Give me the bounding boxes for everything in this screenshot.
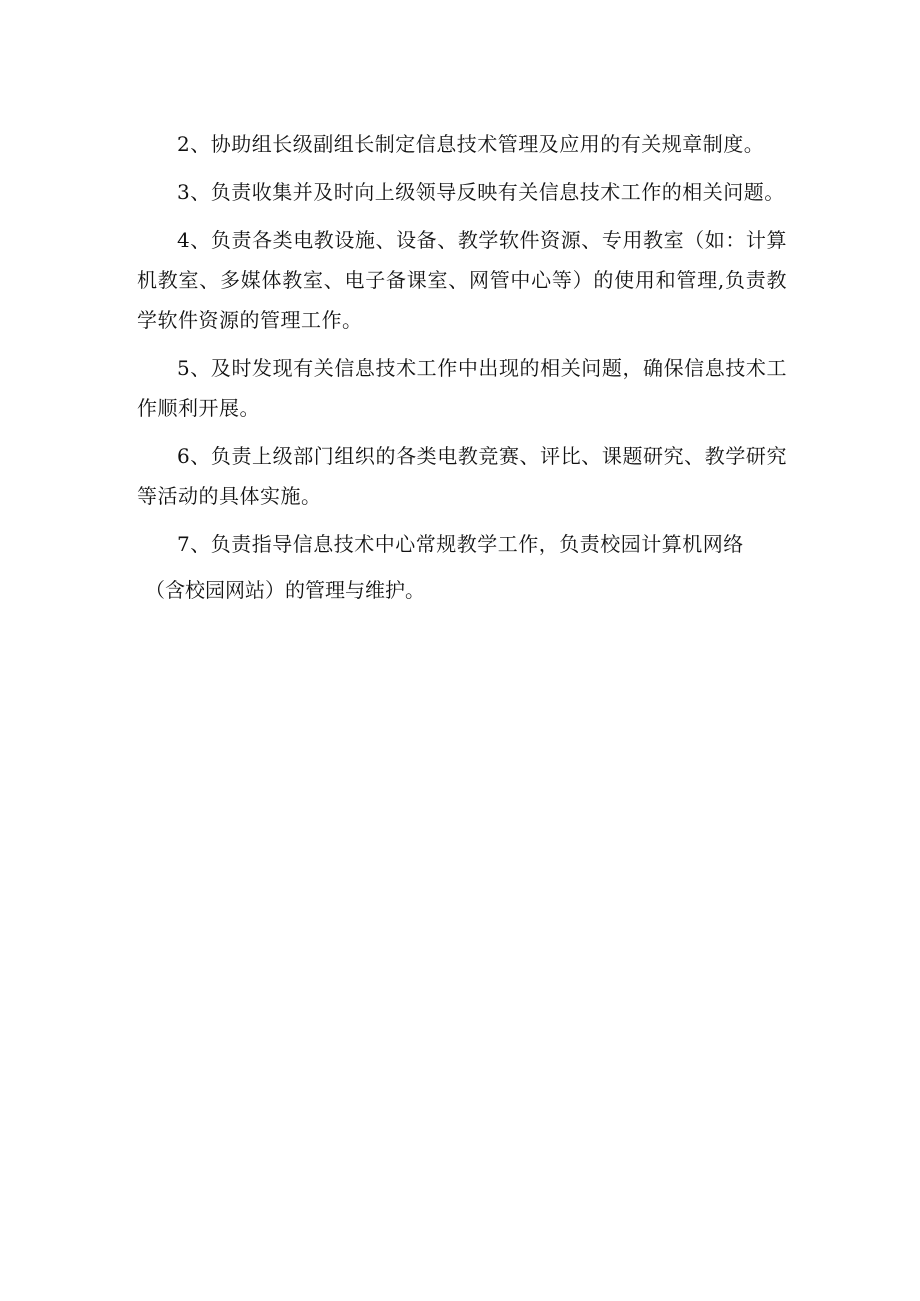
paragraph-item-5: 5、及时发现有关信息技术工作中出现的相关问题，确保信息技术工作顺利开展。	[137, 356, 787, 420]
paragraph-item-4: 4、负责各类电教设施、设备、教学软件资源、专用教室（如：计算机教室、多媒体教室、电子备课室、网管中心等）的使用和管理,负责教学软件资源的管理工作。	[137, 228, 787, 332]
paragraph-item-6: 6、负责上级部门组织的各类电教竞赛、评比、课题研究、教学研究等活动的具体实施。	[137, 444, 787, 508]
paragraph-item-7: 7、负责指导信息技术中心常规教学工作，负责校园计算机网络	[177, 532, 744, 556]
paragraph-item-2: 2、协助组长级副组长制定信息技术管理及应用的有关规章制度。	[177, 132, 765, 156]
document-body	[137, 124, 787, 610]
paragraph-item-3: 3、负责收集并及时向上级领导反映有关信息技术工作的相关问题。	[177, 180, 785, 204]
paragraph-item-7-continuation: （含校园网站）的管理与维护。	[145, 578, 425, 602]
